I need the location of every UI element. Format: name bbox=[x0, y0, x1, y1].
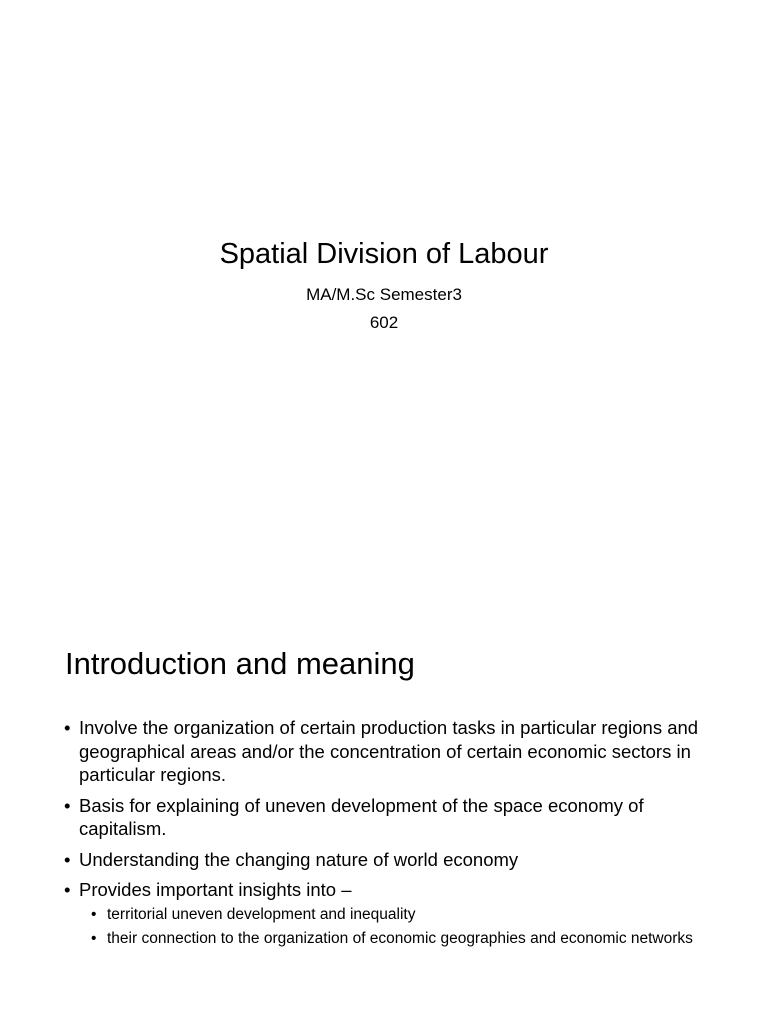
bullet-text: Provides important insights into – bbox=[79, 879, 352, 900]
bullet-item bbox=[64, 878, 714, 949]
sub-bullet-text: their connection to the organization of economic geographies and economic networks bbox=[107, 930, 693, 947]
bullet-icon: • bbox=[64, 848, 71, 870]
slide-title: Spatial Division of Labour bbox=[219, 238, 549, 270]
sub-bullet-list bbox=[79, 905, 714, 949]
slide-heading: Introduction and meaning bbox=[65, 646, 415, 681]
sub-bullet-item bbox=[79, 929, 714, 949]
sub-bullet-item bbox=[79, 905, 714, 925]
sub-bullet-icon: • bbox=[91, 905, 97, 923]
bullet-item bbox=[64, 848, 714, 872]
bullet-text: Basis for explaining of uneven development of the space economy of capitalism. bbox=[79, 794, 644, 839]
bullet-item bbox=[64, 794, 714, 841]
course-subtitle: MA/M.Sc Semester3 bbox=[306, 285, 462, 304]
bullet-icon: • bbox=[64, 794, 71, 816]
sub-bullet-text: territorial uneven development and inequality bbox=[107, 905, 416, 923]
bullet-list bbox=[64, 716, 714, 956]
bullet-text: Involve the organization of certain production tasks in particular regions and geographical areas and/or the concentration of certain economic sectors in particular regions. bbox=[79, 717, 699, 785]
bullet-item bbox=[64, 716, 714, 787]
bullet-icon: • bbox=[64, 717, 71, 738]
course-code: 602 bbox=[369, 313, 399, 332]
sub-bullet-icon: • bbox=[91, 930, 97, 947]
content-slide bbox=[0, 600, 768, 1024]
bullet-text: Understanding the changing nature of world economy bbox=[79, 848, 519, 870]
bullet-icon: • bbox=[64, 879, 71, 900]
